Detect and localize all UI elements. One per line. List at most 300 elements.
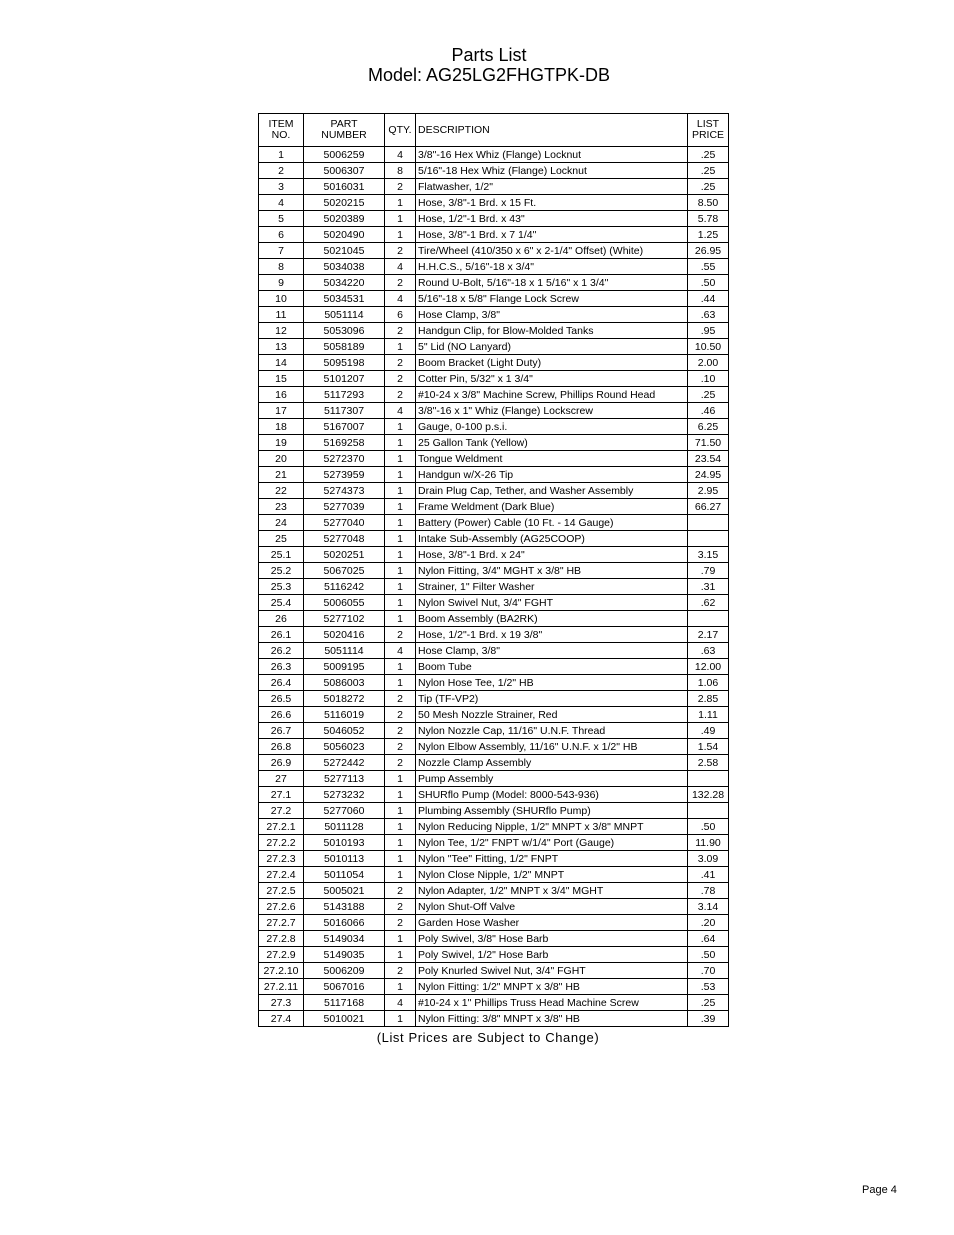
cell-qty: 1 xyxy=(385,787,416,803)
cell-item-no: 1 xyxy=(259,147,304,163)
cell-description: Garden Hose Washer xyxy=(416,915,688,931)
table-row xyxy=(259,339,729,355)
cell-description: Nylon Shut-Off Valve xyxy=(416,899,688,915)
cell-qty: 2 xyxy=(385,707,416,723)
cell-list-price: 3.14 xyxy=(688,899,729,915)
table-row xyxy=(259,707,729,723)
table-row xyxy=(259,515,729,531)
table-row xyxy=(259,195,729,211)
table-row xyxy=(259,403,729,419)
cell-qty: 1 xyxy=(385,659,416,675)
cell-list-price: 2.85 xyxy=(688,691,729,707)
cell-item-no: 27.2.10 xyxy=(259,963,304,979)
cell-item-no: 25.2 xyxy=(259,563,304,579)
table-row xyxy=(259,595,729,611)
cell-list-price: .49 xyxy=(688,723,729,739)
table-body xyxy=(259,147,729,1027)
cell-item-no: 27.2.4 xyxy=(259,867,304,883)
cell-description: Strainer, 1" Filter Washer xyxy=(416,579,688,595)
table-row xyxy=(259,499,729,515)
cell-qty: 4 xyxy=(385,147,416,163)
cell-list-price: .20 xyxy=(688,915,729,931)
cell-description: Poly Swivel, 1/2" Hose Barb xyxy=(416,947,688,963)
cell-description: Tongue Weldment xyxy=(416,451,688,467)
page-number: Page 4 xyxy=(862,1184,897,1196)
cell-qty: 2 xyxy=(385,899,416,915)
cell-part-number: 5016031 xyxy=(304,179,385,195)
cell-description: Pump Assembly xyxy=(416,771,688,787)
cell-qty: 1 xyxy=(385,339,416,355)
cell-part-number: 5011128 xyxy=(304,819,385,835)
cell-qty: 1 xyxy=(385,547,416,563)
parts-table xyxy=(258,113,729,1027)
cell-list-price: .64 xyxy=(688,931,729,947)
cell-item-no: 27.2.11 xyxy=(259,979,304,995)
cell-list-price: .39 xyxy=(688,1011,729,1027)
cell-part-number: 5117307 xyxy=(304,403,385,419)
cell-description: Nylon Fitting: 1/2" MNPT x 3/8" HB xyxy=(416,979,688,995)
cell-description: 25 Gallon Tank (Yellow) xyxy=(416,435,688,451)
cell-description: Hose, 1/2"-1 Brd. x 43" xyxy=(416,211,688,227)
cell-list-price: .25 xyxy=(688,179,729,195)
cell-item-no: 27.2.1 xyxy=(259,819,304,835)
cell-list-price: 5.78 xyxy=(688,211,729,227)
cell-part-number: 5058189 xyxy=(304,339,385,355)
table-row xyxy=(259,227,729,243)
cell-list-price: .50 xyxy=(688,947,729,963)
model-title: Model: AG25LG2FHGTPK-DB xyxy=(367,65,611,85)
cell-description: Nylon Swivel Nut, 3/4" FGHT xyxy=(416,595,688,611)
cell-part-number: 5053096 xyxy=(304,323,385,339)
cell-list-price: 26.95 xyxy=(688,243,729,259)
cell-description: Round U-Bolt, 5/16"-18 x 1 5/16" x 1 3/4" xyxy=(416,275,688,291)
cell-description: H.H.C.S., 5/16"-18 x 3/4" xyxy=(416,259,688,275)
cell-description: 5/16"-18 x 5/8" Flange Lock Screw xyxy=(416,291,688,307)
cell-item-no: 27.2.6 xyxy=(259,899,304,915)
table-row xyxy=(259,1011,729,1027)
header-item-no: ITEM NO. xyxy=(259,114,304,147)
cell-description: Nylon Nozzle Cap, 11/16" U.N.F. Thread xyxy=(416,723,688,739)
cell-qty: 2 xyxy=(385,723,416,739)
cell-description: #10-24 x 1" Phillips Truss Head Machine Screw xyxy=(416,995,688,1011)
table-row xyxy=(259,323,729,339)
cell-item-no: 27.2.3 xyxy=(259,851,304,867)
table-row xyxy=(259,643,729,659)
cell-description: Gauge, 0-100 p.s.i. xyxy=(416,419,688,435)
cell-qty: 1 xyxy=(385,595,416,611)
table-row xyxy=(259,867,729,883)
cell-part-number: 5067025 xyxy=(304,563,385,579)
cell-item-no: 27.2.8 xyxy=(259,931,304,947)
cell-description: Frame Weldment (Dark Blue) xyxy=(416,499,688,515)
table-row xyxy=(259,179,729,195)
cell-qty: 2 xyxy=(385,387,416,403)
cell-part-number: 5273959 xyxy=(304,467,385,483)
cell-description: 5" Lid (NO Lanyard) xyxy=(416,339,688,355)
cell-list-price: 1.06 xyxy=(688,675,729,691)
table-row xyxy=(259,771,729,787)
cell-item-no: 8 xyxy=(259,259,304,275)
cell-part-number: 5018272 xyxy=(304,691,385,707)
table-row xyxy=(259,915,729,931)
cell-part-number: 5006307 xyxy=(304,163,385,179)
cell-description: Plumbing Assembly (SHURflo Pump) xyxy=(416,803,688,819)
cell-part-number: 5034531 xyxy=(304,291,385,307)
cell-list-price xyxy=(688,771,729,787)
cell-qty: 1 xyxy=(385,467,416,483)
cell-description: Hose, 1/2"-1 Brd. x 19 3/8" xyxy=(416,627,688,643)
cell-qty: 1 xyxy=(385,419,416,435)
cell-description: Nylon Fitting, 3/4" MGHT x 3/8" HB xyxy=(416,563,688,579)
cell-qty: 1 xyxy=(385,451,416,467)
cell-list-price: .50 xyxy=(688,275,729,291)
cell-description: Nylon "Tee" Fitting, 1/2" FNPT xyxy=(416,851,688,867)
table-row xyxy=(259,531,729,547)
table-row xyxy=(259,851,729,867)
cell-qty: 1 xyxy=(385,851,416,867)
cell-part-number: 5143188 xyxy=(304,899,385,915)
table-row xyxy=(259,163,729,179)
table-row xyxy=(259,963,729,979)
table-row xyxy=(259,147,729,163)
cell-part-number: 5034220 xyxy=(304,275,385,291)
table-row xyxy=(259,931,729,947)
table-row xyxy=(259,451,729,467)
cell-item-no: 26.4 xyxy=(259,675,304,691)
cell-part-number: 5046052 xyxy=(304,723,385,739)
cell-description: Tip (TF-VP2) xyxy=(416,691,688,707)
cell-qty: 2 xyxy=(385,883,416,899)
cell-item-no: 27.2.9 xyxy=(259,947,304,963)
page-title: Parts List xyxy=(451,45,527,65)
cell-qty: 2 xyxy=(385,739,416,755)
cell-list-price: 2.17 xyxy=(688,627,729,643)
cell-part-number: 5006209 xyxy=(304,963,385,979)
cell-description: Boom Tube xyxy=(416,659,688,675)
header-row xyxy=(259,114,729,147)
cell-item-no: 27.2.2 xyxy=(259,835,304,851)
cell-part-number: 5020416 xyxy=(304,627,385,643)
cell-qty: 4 xyxy=(385,403,416,419)
cell-description: Drain Plug Cap, Tether, and Washer Assembly xyxy=(416,483,688,499)
cell-list-price: .31 xyxy=(688,579,729,595)
cell-description: Nylon Reducing Nipple, 1/2" MNPT x 3/8" MNPT xyxy=(416,819,688,835)
cell-list-price xyxy=(688,611,729,627)
cell-qty: 2 xyxy=(385,755,416,771)
cell-description: Hose, 3/8"-1 Brd. x 24" xyxy=(416,547,688,563)
cell-qty: 2 xyxy=(385,963,416,979)
cell-qty: 2 xyxy=(385,691,416,707)
cell-qty: 2 xyxy=(385,627,416,643)
cell-part-number: 5010193 xyxy=(304,835,385,851)
table-row xyxy=(259,387,729,403)
header-description: DESCRIPTION xyxy=(416,114,688,147)
table-row xyxy=(259,979,729,995)
cell-qty: 1 xyxy=(385,195,416,211)
cell-part-number: 5277102 xyxy=(304,611,385,627)
table-row xyxy=(259,291,729,307)
cell-item-no: 22 xyxy=(259,483,304,499)
cell-list-price: .55 xyxy=(688,259,729,275)
cell-list-price: .63 xyxy=(688,643,729,659)
cell-part-number: 5020490 xyxy=(304,227,385,243)
cell-item-no: 10 xyxy=(259,291,304,307)
table-row xyxy=(259,243,729,259)
cell-part-number: 5016066 xyxy=(304,915,385,931)
cell-qty: 2 xyxy=(385,371,416,387)
table-row xyxy=(259,307,729,323)
cell-list-price: .25 xyxy=(688,387,729,403)
cell-qty: 1 xyxy=(385,947,416,963)
cell-item-no: 3 xyxy=(259,179,304,195)
cell-qty: 2 xyxy=(385,355,416,371)
cell-item-no: 26.5 xyxy=(259,691,304,707)
cell-list-price: .78 xyxy=(688,883,729,899)
table-row xyxy=(259,419,729,435)
cell-list-price: 132.28 xyxy=(688,787,729,803)
cell-description: Nylon Tee, 1/2" FNPT w/1/4" Port (Gauge) xyxy=(416,835,688,851)
cell-item-no: 20 xyxy=(259,451,304,467)
table-row xyxy=(259,787,729,803)
cell-description: Battery (Power) Cable (10 Ft. - 14 Gauge) xyxy=(416,515,688,531)
cell-part-number: 5277040 xyxy=(304,515,385,531)
cell-part-number: 5005021 xyxy=(304,883,385,899)
table-row xyxy=(259,547,729,563)
cell-qty: 4 xyxy=(385,643,416,659)
cell-list-price: .44 xyxy=(688,291,729,307)
cell-part-number: 5273232 xyxy=(304,787,385,803)
cell-qty: 4 xyxy=(385,259,416,275)
cell-description: SHURflo Pump (Model: 8000-543-936) xyxy=(416,787,688,803)
table-row xyxy=(259,723,729,739)
table-row xyxy=(259,739,729,755)
cell-description: Nozzle Clamp Assembly xyxy=(416,755,688,771)
cell-list-price: .63 xyxy=(688,307,729,323)
cell-item-no: 2 xyxy=(259,163,304,179)
cell-item-no: 5 xyxy=(259,211,304,227)
cell-part-number: 5009195 xyxy=(304,659,385,675)
cell-part-number: 5169258 xyxy=(304,435,385,451)
cell-item-no: 27.2.5 xyxy=(259,883,304,899)
cell-part-number: 5116019 xyxy=(304,707,385,723)
table-row xyxy=(259,611,729,627)
cell-part-number: 5006055 xyxy=(304,595,385,611)
cell-list-price: .70 xyxy=(688,963,729,979)
cell-list-price: 6.25 xyxy=(688,419,729,435)
table-row xyxy=(259,675,729,691)
cell-item-no: 7 xyxy=(259,243,304,259)
cell-item-no: 26.3 xyxy=(259,659,304,675)
cell-description: Hose, 3/8"-1 Brd. x 7 1/4" xyxy=(416,227,688,243)
cell-part-number: 5117168 xyxy=(304,995,385,1011)
cell-qty: 1 xyxy=(385,819,416,835)
cell-part-number: 5277113 xyxy=(304,771,385,787)
cell-item-no: 23 xyxy=(259,499,304,515)
cell-list-price: .53 xyxy=(688,979,729,995)
cell-qty: 1 xyxy=(385,803,416,819)
cell-part-number: 5149034 xyxy=(304,931,385,947)
cell-description: Poly Swivel, 3/8" Hose Barb xyxy=(416,931,688,947)
cell-item-no: 21 xyxy=(259,467,304,483)
cell-item-no: 26 xyxy=(259,611,304,627)
table-row xyxy=(259,259,729,275)
cell-part-number: 5010021 xyxy=(304,1011,385,1027)
cell-description: 5/16"-18 Hex Whiz (Flange) Locknut xyxy=(416,163,688,179)
cell-item-no: 27 xyxy=(259,771,304,787)
table-row xyxy=(259,275,729,291)
cell-item-no: 12 xyxy=(259,323,304,339)
cell-part-number: 5011054 xyxy=(304,867,385,883)
cell-part-number: 5020251 xyxy=(304,547,385,563)
cell-part-number: 5051114 xyxy=(304,307,385,323)
cell-qty: 1 xyxy=(385,227,416,243)
cell-part-number: 5117293 xyxy=(304,387,385,403)
cell-item-no: 27.2 xyxy=(259,803,304,819)
cell-part-number: 5167007 xyxy=(304,419,385,435)
cell-description: Nylon Close Nipple, 1/2" MNPT xyxy=(416,867,688,883)
cell-list-price: .25 xyxy=(688,163,729,179)
cell-qty: 8 xyxy=(385,163,416,179)
cell-part-number: 5020389 xyxy=(304,211,385,227)
cell-list-price: 24.95 xyxy=(688,467,729,483)
cell-list-price: 10.50 xyxy=(688,339,729,355)
cell-part-number: 5051114 xyxy=(304,643,385,659)
cell-description: Hose, 3/8"-1 Brd. x 15 Ft. xyxy=(416,195,688,211)
table-row xyxy=(259,883,729,899)
cell-list-price: 3.09 xyxy=(688,851,729,867)
cell-qty: 1 xyxy=(385,611,416,627)
cell-description: Boom Assembly (BA2RK) xyxy=(416,611,688,627)
cell-item-no: 27.3 xyxy=(259,995,304,1011)
cell-list-price: .10 xyxy=(688,371,729,387)
cell-item-no: 25 xyxy=(259,531,304,547)
cell-list-price: 2.00 xyxy=(688,355,729,371)
table-row xyxy=(259,627,729,643)
cell-description: Hose Clamp, 3/8" xyxy=(416,307,688,323)
cell-item-no: 16 xyxy=(259,387,304,403)
cell-part-number: 5272442 xyxy=(304,755,385,771)
cell-part-number: 5277048 xyxy=(304,531,385,547)
table-row xyxy=(259,563,729,579)
cell-list-price: .50 xyxy=(688,819,729,835)
cell-list-price: 2.95 xyxy=(688,483,729,499)
cell-list-price: 11.90 xyxy=(688,835,729,851)
cell-item-no: 17 xyxy=(259,403,304,419)
cell-qty: 1 xyxy=(385,435,416,451)
cell-part-number: 5272370 xyxy=(304,451,385,467)
price-disclaimer: (List Prices are Subject to Change) xyxy=(376,1030,600,1045)
cell-qty: 1 xyxy=(385,483,416,499)
cell-item-no: 25.4 xyxy=(259,595,304,611)
cell-description: Nylon Adapter, 1/2" MNPT x 3/4" MGHT xyxy=(416,883,688,899)
cell-qty: 6 xyxy=(385,307,416,323)
cell-list-price: 8.50 xyxy=(688,195,729,211)
cell-item-no: 27.1 xyxy=(259,787,304,803)
cell-list-price: .25 xyxy=(688,995,729,1011)
cell-list-price: .25 xyxy=(688,147,729,163)
cell-list-price xyxy=(688,515,729,531)
cell-qty: 2 xyxy=(385,275,416,291)
cell-part-number: 5034038 xyxy=(304,259,385,275)
cell-description: 50 Mesh Nozzle Strainer, Red xyxy=(416,707,688,723)
cell-qty: 1 xyxy=(385,515,416,531)
cell-qty: 2 xyxy=(385,323,416,339)
header-part-number: PART NUMBER xyxy=(304,114,385,147)
cell-item-no: 9 xyxy=(259,275,304,291)
cell-item-no: 13 xyxy=(259,339,304,355)
cell-qty: 1 xyxy=(385,675,416,691)
table-row xyxy=(259,691,729,707)
cell-item-no: 19 xyxy=(259,435,304,451)
cell-part-number: 5095198 xyxy=(304,355,385,371)
cell-list-price: 23.54 xyxy=(688,451,729,467)
header-list-price: LIST PRICE xyxy=(688,114,729,147)
cell-list-price: 1.11 xyxy=(688,707,729,723)
cell-part-number: 5021045 xyxy=(304,243,385,259)
cell-part-number: 5101207 xyxy=(304,371,385,387)
cell-item-no: 26.9 xyxy=(259,755,304,771)
cell-description: Flatwasher, 1/2" xyxy=(416,179,688,195)
cell-part-number: 5149035 xyxy=(304,947,385,963)
cell-description: Cotter Pin, 5/32" x 1 3/4" xyxy=(416,371,688,387)
cell-qty: 1 xyxy=(385,579,416,595)
cell-description: Nylon Elbow Assembly, 11/16" U.N.F. x 1/2" HB xyxy=(416,739,688,755)
cell-item-no: 27.4 xyxy=(259,1011,304,1027)
header-qty: QTY. xyxy=(385,114,416,147)
cell-qty: 1 xyxy=(385,931,416,947)
cell-part-number: 5020215 xyxy=(304,195,385,211)
table-row xyxy=(259,355,729,371)
cell-list-price: .46 xyxy=(688,403,729,419)
cell-qty: 1 xyxy=(385,499,416,515)
cell-description: Nylon Hose Tee, 1/2" HB xyxy=(416,675,688,691)
table-row xyxy=(259,947,729,963)
cell-description: Hose Clamp, 3/8" xyxy=(416,643,688,659)
cell-qty: 4 xyxy=(385,995,416,1011)
cell-list-price: 66.27 xyxy=(688,499,729,515)
cell-item-no: 14 xyxy=(259,355,304,371)
cell-qty: 2 xyxy=(385,243,416,259)
table-row xyxy=(259,755,729,771)
table-row xyxy=(259,483,729,499)
table-header xyxy=(259,114,729,147)
cell-description: Poly Knurled Swivel Nut, 3/4" FGHT xyxy=(416,963,688,979)
cell-item-no: 11 xyxy=(259,307,304,323)
cell-qty: 1 xyxy=(385,867,416,883)
cell-part-number: 5274373 xyxy=(304,483,385,499)
cell-item-no: 26.8 xyxy=(259,739,304,755)
cell-item-no: 6 xyxy=(259,227,304,243)
cell-list-price: 3.15 xyxy=(688,547,729,563)
cell-description: Handgun Clip, for Blow-Molded Tanks xyxy=(416,323,688,339)
cell-part-number: 5056023 xyxy=(304,739,385,755)
cell-part-number: 5006259 xyxy=(304,147,385,163)
cell-item-no: 26.7 xyxy=(259,723,304,739)
cell-qty: 1 xyxy=(385,1011,416,1027)
cell-description: Handgun w/X-26 Tip xyxy=(416,467,688,483)
cell-qty: 1 xyxy=(385,563,416,579)
cell-description: 3/8"-16 Hex Whiz (Flange) Locknut xyxy=(416,147,688,163)
cell-list-price: 1.54 xyxy=(688,739,729,755)
cell-qty: 1 xyxy=(385,835,416,851)
cell-description: #10-24 x 3/8" Machine Screw, Phillips Round Head xyxy=(416,387,688,403)
cell-list-price: .41 xyxy=(688,867,729,883)
table-row xyxy=(259,819,729,835)
cell-part-number: 5277039 xyxy=(304,499,385,515)
cell-description: Boom Bracket (Light Duty) xyxy=(416,355,688,371)
table-row xyxy=(259,995,729,1011)
cell-item-no: 25.1 xyxy=(259,547,304,563)
